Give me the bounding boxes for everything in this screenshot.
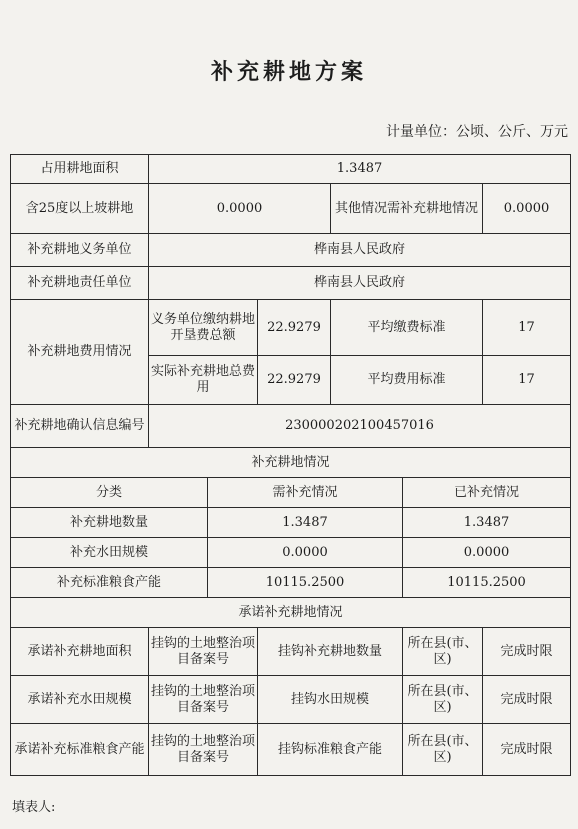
promise-deadline: 完成时限 bbox=[483, 628, 571, 676]
supplement-item-label: 补充标准粮食产能 bbox=[11, 568, 208, 598]
plan-table bbox=[10, 154, 571, 776]
occupied-area-value: 1.3487 bbox=[149, 155, 571, 184]
confirm-number-value: 230000202100457016 bbox=[149, 405, 571, 448]
duty-unit-value: 桦南县人民政府 bbox=[149, 234, 571, 267]
table-row bbox=[11, 234, 571, 267]
table-row bbox=[11, 628, 571, 676]
other-situation-value: 0.0000 bbox=[483, 184, 571, 234]
supplement-item-done: 10115.2500 bbox=[403, 568, 571, 598]
supplement-item-needed: 10115.2500 bbox=[208, 568, 403, 598]
table-row bbox=[11, 478, 571, 508]
promise-county: 所在县(市、区) bbox=[403, 724, 483, 776]
promise-area-label: 承诺补充耕地面积 bbox=[11, 628, 149, 676]
supplement-item-needed: 1.3487 bbox=[208, 508, 403, 538]
duty-unit-label: 补充耕地义务单位 bbox=[11, 234, 149, 267]
promise-county: 所在县(市、区) bbox=[403, 676, 483, 724]
promise-project-number: 挂钩的土地整治项目备案号 bbox=[149, 724, 258, 776]
table-row bbox=[11, 538, 571, 568]
table-row bbox=[11, 300, 571, 356]
promise-grain-label: 承诺补充标准粮食产能 bbox=[11, 724, 149, 776]
promise-linked-amount: 挂钩补充耕地数量 bbox=[258, 628, 403, 676]
done-header: 已补充情况 bbox=[403, 478, 571, 508]
supplement-item-done: 0.0000 bbox=[403, 538, 571, 568]
promise-section-title: 承诺补充耕地情况 bbox=[11, 598, 571, 628]
other-situation-label: 其他情况需补充耕地情况 bbox=[331, 184, 483, 234]
paid-total-value: 22.9279 bbox=[258, 300, 331, 356]
avg-cost-label: 平均费用标准 bbox=[331, 356, 483, 405]
table-row bbox=[11, 448, 571, 478]
table-row bbox=[11, 598, 571, 628]
supplement-section-title: 补充耕地情况 bbox=[11, 448, 571, 478]
table-row bbox=[11, 724, 571, 776]
promise-county: 所在县(市、区) bbox=[403, 628, 483, 676]
avg-payment-value: 17 bbox=[483, 300, 571, 356]
table-row bbox=[11, 155, 571, 184]
promise-deadline: 完成时限 bbox=[483, 724, 571, 776]
confirm-number-label: 补充耕地确认信息编号 bbox=[11, 405, 149, 448]
slope25-value: 0.0000 bbox=[149, 184, 331, 234]
actual-cost-label: 实际补充耕地总费用 bbox=[149, 356, 258, 405]
cost-label: 补充耕地费用情况 bbox=[11, 300, 149, 405]
table-row bbox=[11, 508, 571, 538]
table-row bbox=[11, 676, 571, 724]
filler-label: 填表人: bbox=[12, 800, 56, 815]
avg-payment-label: 平均缴费标准 bbox=[331, 300, 483, 356]
needed-header: 需补充情况 bbox=[208, 478, 403, 508]
supplement-item-label: 补充耕地数量 bbox=[11, 508, 208, 538]
measurement-units: 计量单位：公顷、公斤、万元 bbox=[386, 124, 568, 140]
table-row bbox=[11, 568, 571, 598]
category-header: 分类 bbox=[11, 478, 208, 508]
supplement-item-label: 补充水田规模 bbox=[11, 538, 208, 568]
table-row bbox=[11, 184, 571, 234]
promise-deadline: 完成时限 bbox=[483, 676, 571, 724]
table-row bbox=[11, 405, 571, 448]
paid-total-label: 义务单位缴纳耕地开垦费总额 bbox=[149, 300, 258, 356]
responsible-unit-label: 补充耕地责任单位 bbox=[11, 267, 149, 300]
promise-linked-amount: 挂钩标准粮食产能 bbox=[258, 724, 403, 776]
responsible-unit-value: 桦南县人民政府 bbox=[149, 267, 571, 300]
actual-cost-value: 22.9279 bbox=[258, 356, 331, 405]
table-row bbox=[11, 267, 571, 300]
occupied-area-label: 占用耕地面积 bbox=[11, 155, 149, 184]
slope25-label: 含25度以上坡耕地 bbox=[11, 184, 149, 234]
promise-project-number: 挂钩的土地整治项目备案号 bbox=[149, 676, 258, 724]
supplement-item-done: 1.3487 bbox=[403, 508, 571, 538]
promise-project-number: 挂钩的土地整治项目备案号 bbox=[149, 628, 258, 676]
avg-cost-value: 17 bbox=[483, 356, 571, 405]
supplement-item-needed: 0.0000 bbox=[208, 538, 403, 568]
document-title: 补充耕地方案 bbox=[210, 59, 367, 85]
promise-paddy-label: 承诺补充水田规模 bbox=[11, 676, 149, 724]
promise-linked-amount: 挂钩水田规模 bbox=[258, 676, 403, 724]
